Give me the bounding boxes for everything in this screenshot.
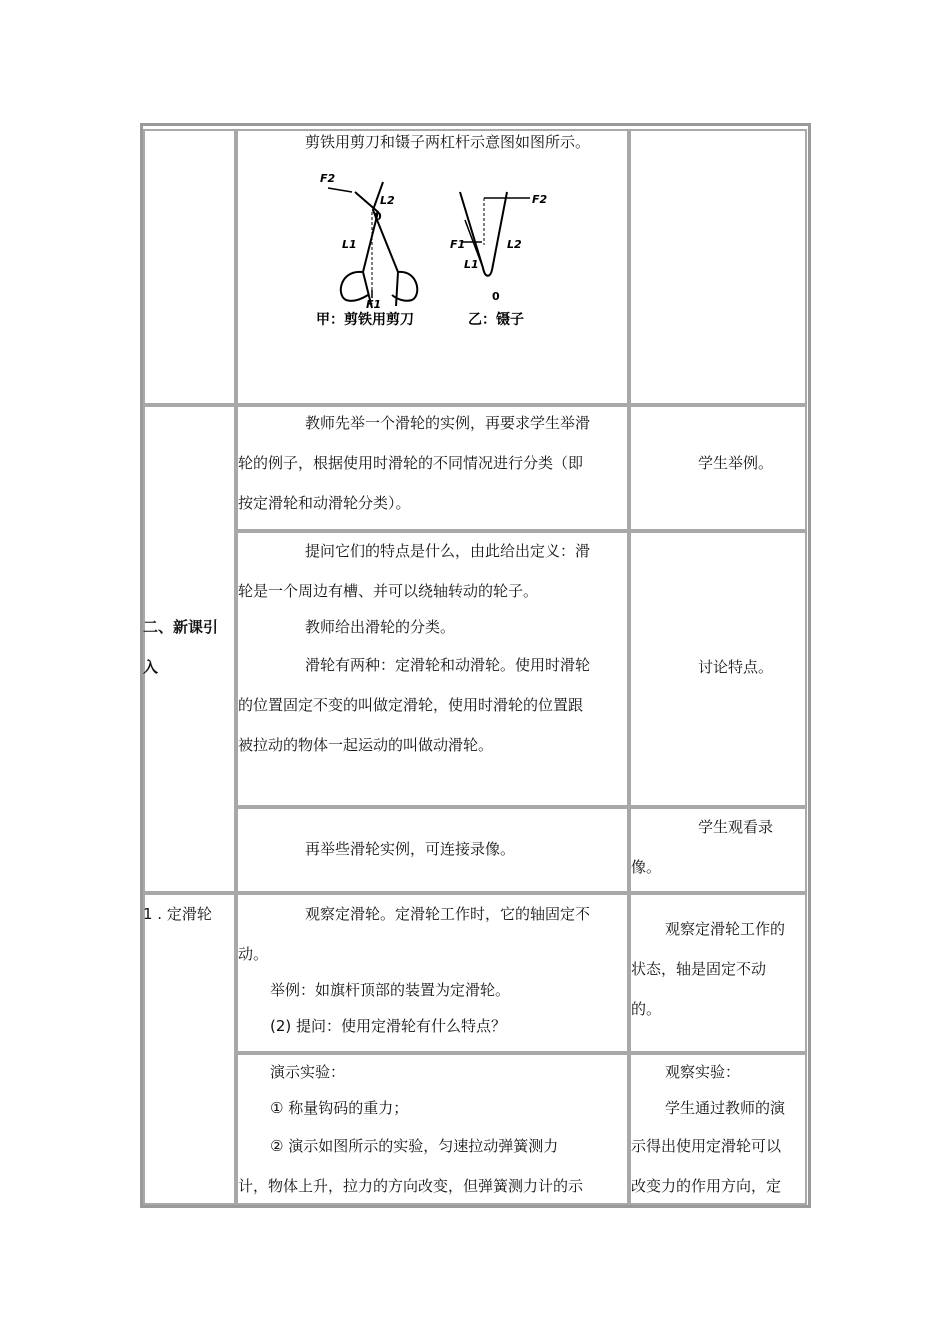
figure-intro: 剪铁用剪刀和镊子两杠杆示意图如图所示。 bbox=[305, 133, 591, 151]
section2-title-cell bbox=[143, 405, 236, 893]
text-line: 计，物体上升，拉力的方向改变，但弹簧测力计的示 bbox=[238, 1177, 584, 1195]
student-activity: 学生举例。 bbox=[698, 454, 774, 472]
text-line: 教师给出滑轮的分类。 bbox=[305, 618, 456, 636]
text-line: 轮是一个周边有槽、并可以绕轴转动的轮子。 bbox=[238, 582, 539, 600]
section3-title: 1 . 定滑轮 bbox=[143, 905, 212, 923]
text-line: 演示实验： bbox=[270, 1063, 346, 1081]
student-activity: 讨论特点。 bbox=[698, 658, 774, 676]
text-line: 提问它们的特点是什么，由此给出定义：滑 bbox=[305, 542, 591, 560]
section3-title-cell bbox=[143, 893, 236, 1205]
scissors-label-o: 0 bbox=[374, 210, 382, 223]
text-line: 被拉动的物体一起运动的叫做动滑轮。 bbox=[238, 736, 494, 754]
scissors-label-l2: L2 bbox=[380, 194, 395, 207]
row1-right-cell bbox=[629, 129, 807, 405]
text-line: 按定滑轮和动滑轮分类）。 bbox=[238, 494, 411, 512]
tweezers-label-o: 0 bbox=[492, 290, 500, 303]
student-activity: 观察定滑轮工作的 bbox=[665, 920, 786, 938]
tweezers-label-f2: F2 bbox=[532, 193, 548, 206]
tweezers-label-l2: L2 bbox=[507, 238, 522, 251]
text-line: 的位置固定不变的叫做定滑轮，使用时滑轮的位置跟 bbox=[238, 696, 584, 714]
scissors-label-f2: F2 bbox=[320, 172, 336, 185]
student-activity: 像。 bbox=[631, 858, 662, 876]
text-line: ② 演示如图所示的实验，匀速拉动弹簧测力 bbox=[270, 1137, 559, 1155]
student-activity: 学生通过教师的演 bbox=[665, 1099, 786, 1117]
scissors-caption: 甲：剪铁用剪刀 bbox=[316, 312, 414, 328]
text-line: 动。 bbox=[238, 945, 269, 963]
scissors-label-l1: L1 bbox=[342, 238, 357, 251]
tweezers-label-l1: L1 bbox=[464, 258, 479, 271]
section2-title: 二、新课引 bbox=[143, 618, 219, 636]
section2-title-cont: 入 bbox=[143, 658, 159, 676]
text-line: (2) 提问：使用定滑轮有什么特点？ bbox=[270, 1017, 507, 1035]
student-activity: 示得出使用定滑轮可以 bbox=[631, 1137, 782, 1155]
student-activity: 状态，轴是固定不动 bbox=[631, 960, 767, 978]
scissors-label-f1: F1 bbox=[366, 298, 382, 311]
student-activity: 的。 bbox=[631, 1000, 662, 1018]
text-line: 再举些滑轮实例，可连接录像。 bbox=[305, 840, 516, 858]
text-line: 教师先举一个滑轮的实例，再要求学生举滑 bbox=[305, 414, 591, 432]
text-line: 举例：如旗杆顶部的装置为定滑轮。 bbox=[270, 981, 511, 999]
text-line: 轮的例子，根据使用时滑轮的不同情况进行分类（即 bbox=[238, 454, 584, 472]
lever-diagram bbox=[300, 160, 590, 350]
text-line: 观察定滑轮。定滑轮工作时，它的轴固定不 bbox=[305, 905, 591, 923]
text-line: 滑轮有两种：定滑轮和动滑轮。使用时滑轮 bbox=[305, 656, 591, 674]
student-activity: 学生观看录 bbox=[698, 818, 774, 836]
student-activity: 改变力的作用方向，定 bbox=[631, 1177, 782, 1195]
text-line: ① 称量钩码的重力； bbox=[270, 1099, 409, 1117]
tweezers-label-f1: F1 bbox=[450, 238, 466, 251]
row1-left-cell bbox=[143, 129, 236, 405]
student-activity: 观察实验： bbox=[665, 1063, 741, 1081]
tweezers-caption: 乙：镊子 bbox=[468, 312, 524, 328]
